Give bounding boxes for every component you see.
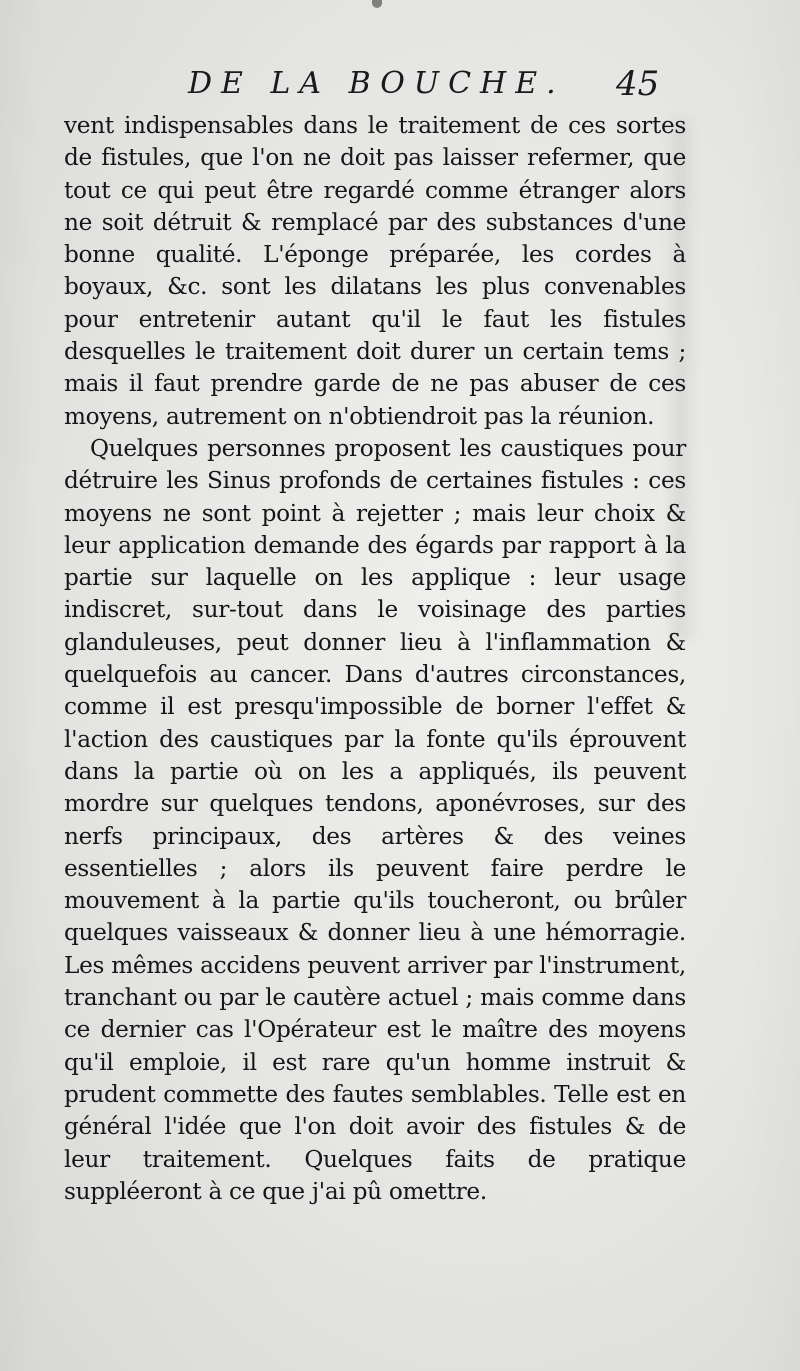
running-title: DE LA BOUCHE.	[188, 66, 565, 101]
ink-mark	[372, 0, 382, 8]
page-number: 45	[616, 64, 660, 104]
paragraph: vent indispensables dans le traitement de ces sortes de fistules, que l'on ne doit pas laisser refermer, que tout ce qui peut être regardé comme étranger alors ne soit détruit & remplacé par des substances d'une bonne qualité. L'éponge préparée, les cordes à boyaux, &c. sont les dilatans les plus convenables pour entretenir autant qu'il le faut les fistules desquelles le traitement doit durer un certain tems ; mais il faut prendre garde de ne pas abuser de ces moyens, autrement on n'obtiendroit pas la réunion.	[64, 112, 686, 430]
body-text	[64, 110, 686, 1208]
page-header	[188, 66, 688, 116]
paragraph: Quelques personnes proposent les caustiques pour détruire les Sinus profonds de certaines fistules : ces moyens ne sont point à rejetter ; mais leur choix & leur application demande des égards par rapport à la partie sur laquelle on les applique : leur usage indiscret, sur-tout dans le voisinage des parties glanduleuses, peut donner lieu à l'inflammation & quelquefois au cancer. Dans d'autres circonstances, comme il est presqu'impossible de borner l'effet & l'action des caustiques par la fonte qu'ils éprouvent dans la partie où on les a appliqués, ils peuvent mordre sur quelques tendons, aponévroses, sur des nerfs principaux, des artères & des veines essentielles ; alors ils peuvent faire perdre le mouvement à la partie qu'ils toucheront, ou brûler quelques vaisseaux & donner lieu à une hémorragie. Les mêmes accidens peuvent arriver par l'instrument, tranchant ou par le cautère actuel ; mais comme dans ce dernier cas l'Opérateur est le maître des moyens qu'il emploie, il est rare qu'un homme instruit & prudent commette des fautes semblables. Telle est en général l'idée que l'on doit avoir des fistules & de leur traitement. Quelques faits de pratique suppléeront à ce que j'ai pû omettre.	[64, 434, 686, 1205]
